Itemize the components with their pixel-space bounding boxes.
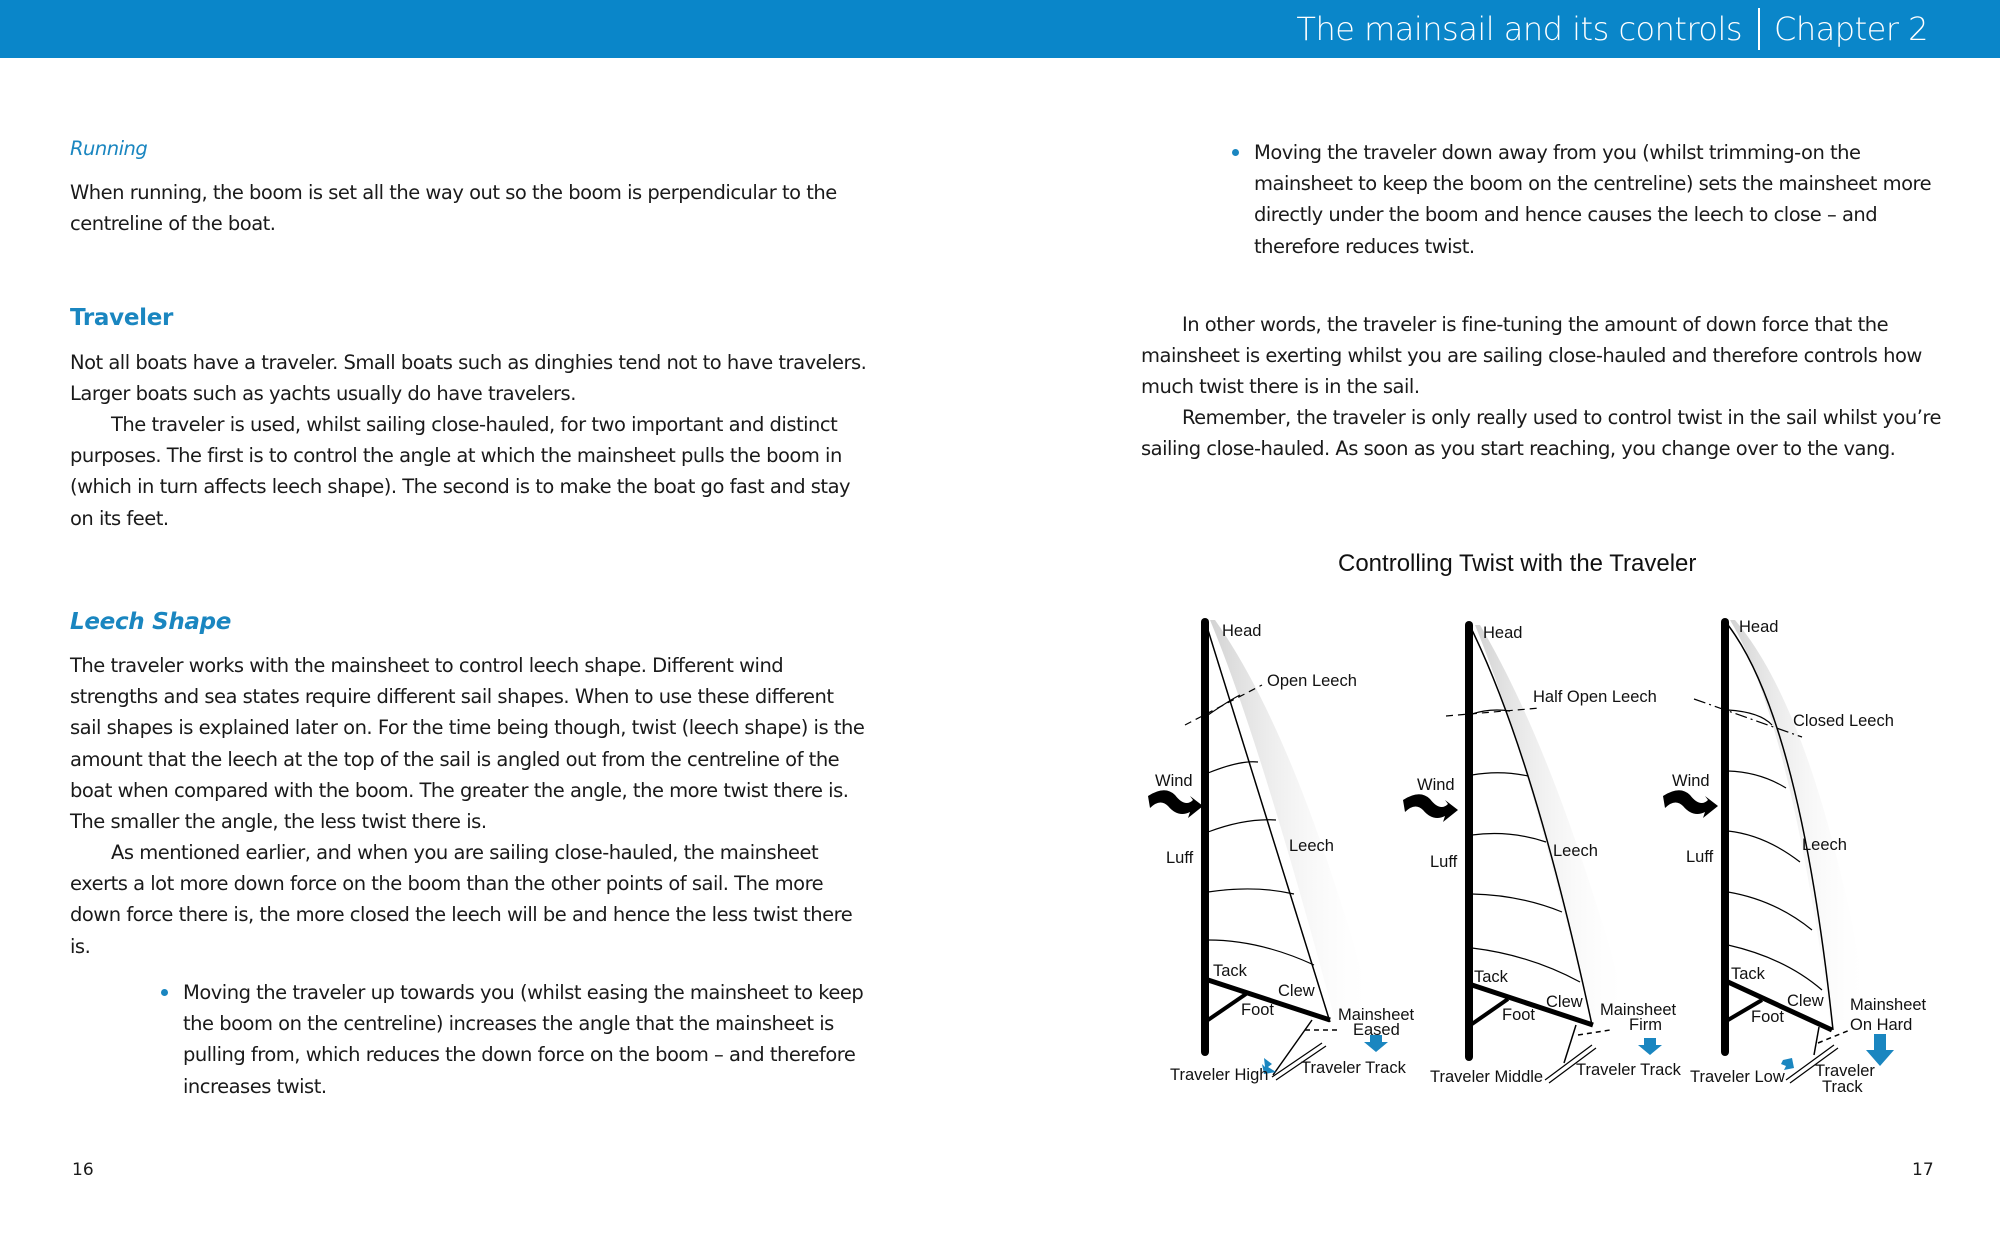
batten bbox=[1728, 892, 1812, 930]
batten bbox=[1472, 773, 1528, 776]
label-tack: Tack bbox=[1474, 968, 1508, 986]
wind-arrow-icon bbox=[1403, 794, 1458, 822]
label-clew: Clew bbox=[1546, 993, 1583, 1011]
label-leech-state: Closed Leech bbox=[1793, 712, 1894, 730]
label-traveler-position: Traveler Middle bbox=[1430, 1068, 1544, 1086]
running-paragraph: When running, the boom is set all the way out so the boom is perpendicular to the centreline of the boat. bbox=[70, 181, 837, 236]
sail-shadow bbox=[1730, 620, 1870, 1020]
mainsheet-line bbox=[1814, 1027, 1819, 1055]
figure-title: Controlling Twist with the Traveler bbox=[1338, 550, 1697, 577]
label-mainsheet-state: On Hard bbox=[1850, 1016, 1913, 1034]
label-traveler-track: Traveler Track bbox=[1576, 1061, 1681, 1079]
mainsheet-firm-arrow-icon bbox=[1638, 1038, 1662, 1055]
label-traveler-track-2: Track bbox=[1822, 1078, 1863, 1096]
mainsheet-line bbox=[1564, 1025, 1576, 1063]
label-mainsheet: Mainsheet bbox=[1850, 996, 1927, 1014]
label-traveler-position: Traveler Low bbox=[1690, 1068, 1785, 1086]
heading-leech-shape: Leech Shape bbox=[70, 609, 232, 635]
page-number-left: 16 bbox=[72, 1160, 94, 1180]
header-divider bbox=[1758, 8, 1760, 50]
bullet-traveler-down: Moving the traveler down away from you (whilst trimming-on the mainsheet to keep the boom on the centreline) sets the mainsheet more directly under the boom and hence causes the leech to close – and therefore reduces twist. bbox=[1230, 137, 1964, 262]
label-mainsheet: Mainsheet bbox=[1600, 1001, 1677, 1019]
label-head: Head bbox=[1739, 618, 1779, 636]
label-wind: Wind bbox=[1672, 772, 1710, 790]
label-tack: Tack bbox=[1213, 962, 1247, 980]
label-traveler-position: Traveler High bbox=[1170, 1066, 1269, 1084]
leech-paragraph-1: The traveler works with the mainsheet to control leech shape. Different wind strengths and sea states require different sail shapes. When to use these different sail shapes is explained later on. For the time being though, twist (leech shape) is the amount that the leech at the top of the sail is angled out from the centreline of the boat when compared with the boom. The greater the angle, the more twist there is. The smaller the angle, the less twist there is. bbox=[70, 654, 865, 834]
label-mainsheet-state: Firm bbox=[1629, 1016, 1662, 1034]
label-traveler-track: Traveler Track bbox=[1301, 1059, 1406, 1077]
label-leech: Leech bbox=[1553, 842, 1598, 860]
wind-arrow-icon bbox=[1148, 790, 1203, 818]
traveler-twist-diagram bbox=[1140, 600, 1960, 1100]
label-wind: Wind bbox=[1155, 772, 1193, 790]
label-leech-state: Half Open Leech bbox=[1533, 688, 1657, 706]
section-title: The mainsail and its controls bbox=[1296, 10, 1743, 48]
label-clew: Clew bbox=[1787, 992, 1824, 1010]
batten bbox=[1472, 834, 1546, 842]
label-tack: Tack bbox=[1731, 965, 1765, 983]
label-traveler-track: Traveler bbox=[1815, 1062, 1875, 1080]
label-leech-state: Open Leech bbox=[1267, 672, 1357, 690]
right-paragraph-1: In other words, the traveler is fine-tuning the amount of down force that the mainsheet is exerting whilst you are sailing close-hauled and therefore controls how much twist there is in the sail. bbox=[1141, 313, 1922, 399]
page-number-right: 17 bbox=[1912, 1160, 1934, 1180]
right-paragraph-2: Remember, the traveler is only really used to control twist in the sail whilst you’re sailing close-hauled. As soon as you start reaching, you change over to the vang. bbox=[1141, 406, 1942, 461]
label-mainsheet-state: Eased bbox=[1353, 1021, 1400, 1039]
sail-shadow bbox=[1475, 625, 1630, 1020]
leech-paragraph-2: As mentioned earlier, and when you are sailing close-hauled, the mainsheet exerts a lot more down force on the boom than the other points of sail. The more down force there is, the more closed the leech will be and hence the less twist there is. bbox=[70, 841, 853, 958]
diagram-half-open-leech bbox=[1403, 624, 1682, 1086]
batten bbox=[1728, 771, 1786, 788]
batten bbox=[1208, 889, 1294, 894]
batten bbox=[1208, 820, 1276, 832]
label-head: Head bbox=[1483, 624, 1523, 642]
subheading-running: Running bbox=[70, 137, 148, 160]
label-wind: Wind bbox=[1417, 776, 1455, 794]
diagram-closed-leech bbox=[1663, 618, 1927, 1096]
label-head: Head bbox=[1222, 622, 1262, 640]
diagram-open-leech bbox=[1148, 620, 1415, 1084]
label-foot: Foot bbox=[1241, 1001, 1275, 1019]
batten bbox=[1472, 894, 1562, 912]
batten bbox=[1728, 831, 1800, 862]
label-mainsheet: Mainsheet bbox=[1338, 1006, 1415, 1024]
label-luff: Luff bbox=[1686, 848, 1714, 866]
traveler-paragraph-2: The traveler is used, whilst sailing close-hauled, for two important and distinct purposes. The first is to control the angle at which the mainsheet pulls the boom in (which in turn affects leech shape). The second is to make the boat go fast and stay on its feet. bbox=[70, 413, 851, 530]
label-clew: Clew bbox=[1278, 982, 1315, 1000]
label-luff: Luff bbox=[1166, 849, 1194, 867]
label-foot: Foot bbox=[1751, 1008, 1785, 1026]
heading-traveler: Traveler bbox=[70, 305, 174, 331]
label-leech: Leech bbox=[1289, 837, 1334, 855]
label-foot: Foot bbox=[1502, 1006, 1536, 1024]
bullet-traveler-up: Moving the traveler up towards you (whilst easing the mainsheet to keep the boom on the centreline) increases the angle that the mainsheet is pulling from, which reduces the down force on the boom – and therefore increases twist. bbox=[159, 977, 878, 1102]
wind-arrow-icon bbox=[1663, 790, 1718, 818]
label-luff: Luff bbox=[1430, 853, 1458, 871]
traveler-paragraph-1: Not all boats have a traveler. Small boats such as dinghies tend not to have travelers. Larger boats such as yachts usually do have travelers. bbox=[70, 351, 867, 406]
chapter-label: Chapter 2 bbox=[1774, 10, 1928, 48]
running-head bbox=[1296, 0, 1928, 58]
label-leech: Leech bbox=[1802, 836, 1847, 854]
